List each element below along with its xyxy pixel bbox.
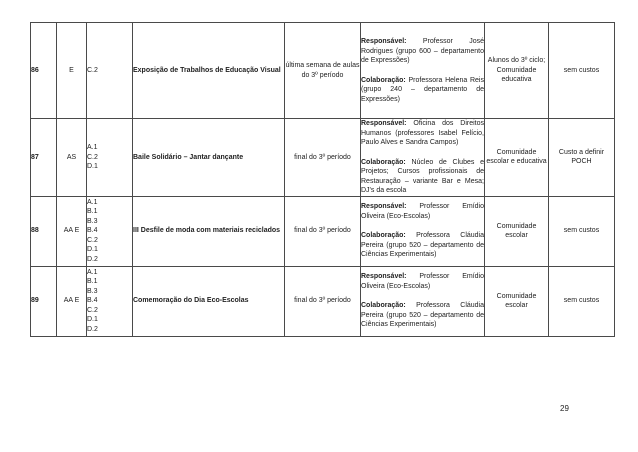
responsible-label: Responsável: (361, 203, 407, 211)
collaboration-label: Colaboração: (361, 302, 406, 310)
activity-type-code: AA E (57, 266, 87, 336)
responsible-text: Professor Emídio Oliveira (Eco-Escolas) (361, 273, 484, 290)
activity-plan-table (30, 22, 615, 337)
table-row (31, 266, 615, 336)
goal-code: B.1 (87, 208, 98, 216)
goal-code: C.2 (87, 66, 98, 74)
table-row (31, 119, 615, 197)
collaboration-text: Núcleo de Clubes e Projetos; Cursos profissionais de Restauração – variante Bar e Mesa; DJ's da escola (361, 158, 484, 194)
goal-code: A.1 (87, 268, 98, 276)
collaboration-text: Professora Cláudia Pereira (grupo 520 – departamento de Ciências Experimentais) (361, 232, 484, 259)
goal-codes (87, 196, 133, 266)
goal-code: D.1 (87, 163, 98, 170)
activity-number: 86 (31, 23, 57, 119)
activity-title: Comemoração do Dia Eco-Escolas (133, 266, 285, 336)
activity-title: III Desfile de moda com materiais reciclados (133, 196, 285, 266)
goal-code: C.2 (87, 306, 98, 314)
activity-date: final do 3º período (285, 119, 361, 197)
target-audience: Alunos do 3º ciclo; Comunidade educativa (485, 23, 549, 119)
activity-number: 87 (31, 119, 57, 197)
table-row (31, 23, 615, 119)
cost: sem custos (549, 266, 615, 336)
responsible-label: Responsável: (361, 273, 407, 281)
responsibles-cell (361, 266, 485, 336)
activity-title: Baile Solidário – Jantar dançante (133, 119, 285, 197)
responsible-text: Oficina dos Direitos Humanos (professores Isabel Felício, Paulo Alves e Sandra Campos) (361, 120, 484, 146)
cost: Custo a definir POCH (549, 119, 615, 197)
responsible-label: Responsável: (361, 38, 407, 45)
goal-code: D.1 (87, 316, 98, 324)
responsible-text: Professor José Rodrigues (grupo 600 – departamento de Expressões) (361, 38, 484, 64)
goal-code: C.2 (87, 153, 98, 161)
target-audience: Comunidade escolar (485, 266, 549, 336)
collaboration-label: Colaboração: (361, 232, 406, 240)
activity-date: última semana de aulas do 3º período (285, 23, 361, 119)
goal-code: D.1 (87, 246, 98, 254)
collaboration-text: Professora Cláudia Pereira (grupo 520 – departamento de Ciências Experimentais) (361, 302, 484, 329)
responsibles-cell (361, 119, 485, 197)
goal-code: D.2 (87, 325, 98, 333)
goal-code: B.3 (87, 217, 98, 225)
cost: sem custos (549, 196, 615, 266)
cost: sem custos (549, 23, 615, 119)
activity-number: 88 (31, 196, 57, 266)
activity-type-code: AA E (57, 196, 87, 266)
goal-code: A.1 (87, 198, 98, 206)
collaboration-text: Professora Helena Reis (grupo 240 – departamento de Expressões) (361, 76, 484, 103)
responsibles-cell (361, 196, 485, 266)
goal-code: A.1 (87, 144, 98, 151)
activity-title: Exposição de Trabalhos de Educação Visual (133, 23, 285, 119)
goal-code: B.4 (87, 297, 98, 305)
collaboration-label: Colaboração: (361, 76, 406, 84)
collaboration-label: Colaboração: (361, 158, 406, 166)
responsible-text: Professor Emídio Oliveira (Eco-Escolas) (361, 203, 484, 220)
activity-date: final do 3º período (285, 196, 361, 266)
table-row (31, 196, 615, 266)
goal-codes (87, 23, 133, 119)
goal-codes (87, 266, 133, 336)
activity-type-code: E (57, 23, 87, 119)
activity-type-code: AS (57, 119, 87, 197)
goal-codes (87, 119, 133, 197)
goal-code: D.2 (87, 255, 98, 263)
target-audience: Comunidade escolar e educativa (485, 119, 549, 197)
goal-code: C.2 (87, 236, 98, 244)
goal-code: B.1 (87, 278, 98, 286)
target-audience: Comunidade escolar (485, 196, 549, 266)
responsibles-cell (361, 23, 485, 119)
goal-code: B.3 (87, 287, 98, 295)
page-number: 29 (560, 404, 569, 413)
activity-number: 89 (31, 266, 57, 336)
responsible-label: Responsável: (361, 120, 407, 127)
activity-date: final do 3º período (285, 266, 361, 336)
goal-code: B.4 (87, 227, 98, 235)
